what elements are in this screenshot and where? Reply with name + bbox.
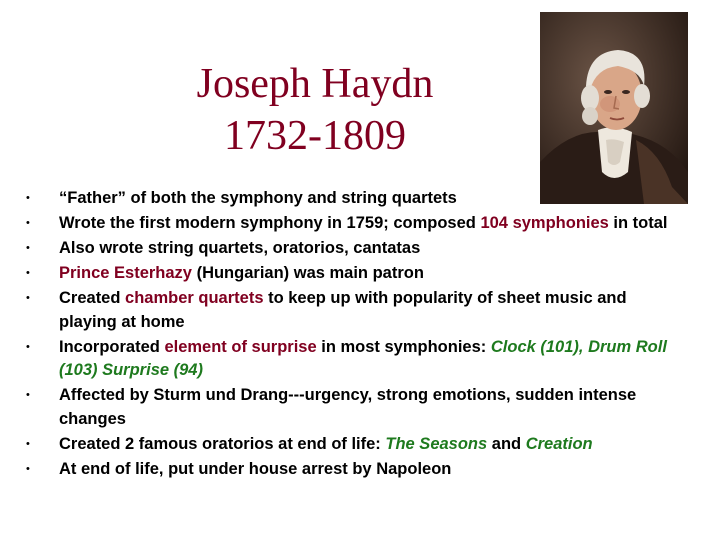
list-item — [26, 262, 686, 286]
bullet-text: Created — [59, 289, 126, 307]
bullet-glyph: • — [26, 292, 30, 304]
bullet-text: Wrote the first modern symphony in 1759; composed — [59, 214, 481, 232]
bullet-glyph: • — [26, 437, 30, 450]
list-item — [26, 384, 686, 431]
bullet-glyph: • — [26, 340, 30, 353]
title-dates: 1732-1809 — [224, 113, 406, 159]
list-item — [26, 287, 686, 334]
slide-title — [150, 58, 480, 162]
bullet-text: Also wrote string quartets, oratorios, cantatas — [59, 239, 421, 257]
list-item — [26, 237, 686, 261]
highlight-text: Prince Esterhazy — [59, 264, 192, 282]
haydn-portrait-image — [540, 12, 688, 204]
highlight-text: chamber quartets — [125, 289, 264, 307]
bullet-glyph: • — [26, 217, 30, 229]
bullet-text: to keep up with popularity of sheet music and playing at home — [59, 289, 627, 331]
bullet-text: “Father” of both the symphony and string quartets — [59, 189, 457, 207]
list-item — [26, 458, 686, 482]
bullet-text: in most symphonies: — [316, 337, 491, 356]
bullet-text: At end of life, put under house arrest by Napoleon — [59, 459, 452, 478]
bullet-glyph: • — [26, 389, 30, 401]
list-item — [26, 433, 686, 457]
bullet-glyph: • — [26, 462, 30, 475]
bullet-text: Created 2 famous oratorios at end of life: — [59, 434, 386, 453]
bullet-list — [26, 187, 686, 483]
list-item — [26, 336, 686, 383]
bullet-text: Incorporated — [59, 337, 165, 356]
bullet-text: Affected by Sturm und Drang---urgency, strong emotions, sudden intense changes — [59, 386, 637, 428]
title-name: Joseph Haydn — [196, 61, 434, 107]
works-text: Clock (101), Drum Roll (103) Surprise (94) — [59, 337, 667, 379]
list-item — [26, 212, 686, 236]
bullet-text: (Hungarian) was main patron — [191, 264, 424, 282]
bullet-glyph: • — [26, 267, 30, 279]
bullet-glyph: • — [26, 242, 30, 254]
bullet-glyph: • — [26, 192, 30, 204]
bullet-text: in total — [608, 214, 668, 232]
list-item — [26, 187, 686, 211]
bullet-text: and — [487, 434, 526, 453]
works-text: The Seasons — [385, 434, 488, 453]
highlight-text: 104 symphonies — [480, 214, 609, 232]
works-text: Creation — [525, 434, 593, 453]
highlight-text: element of surprise — [164, 337, 317, 356]
